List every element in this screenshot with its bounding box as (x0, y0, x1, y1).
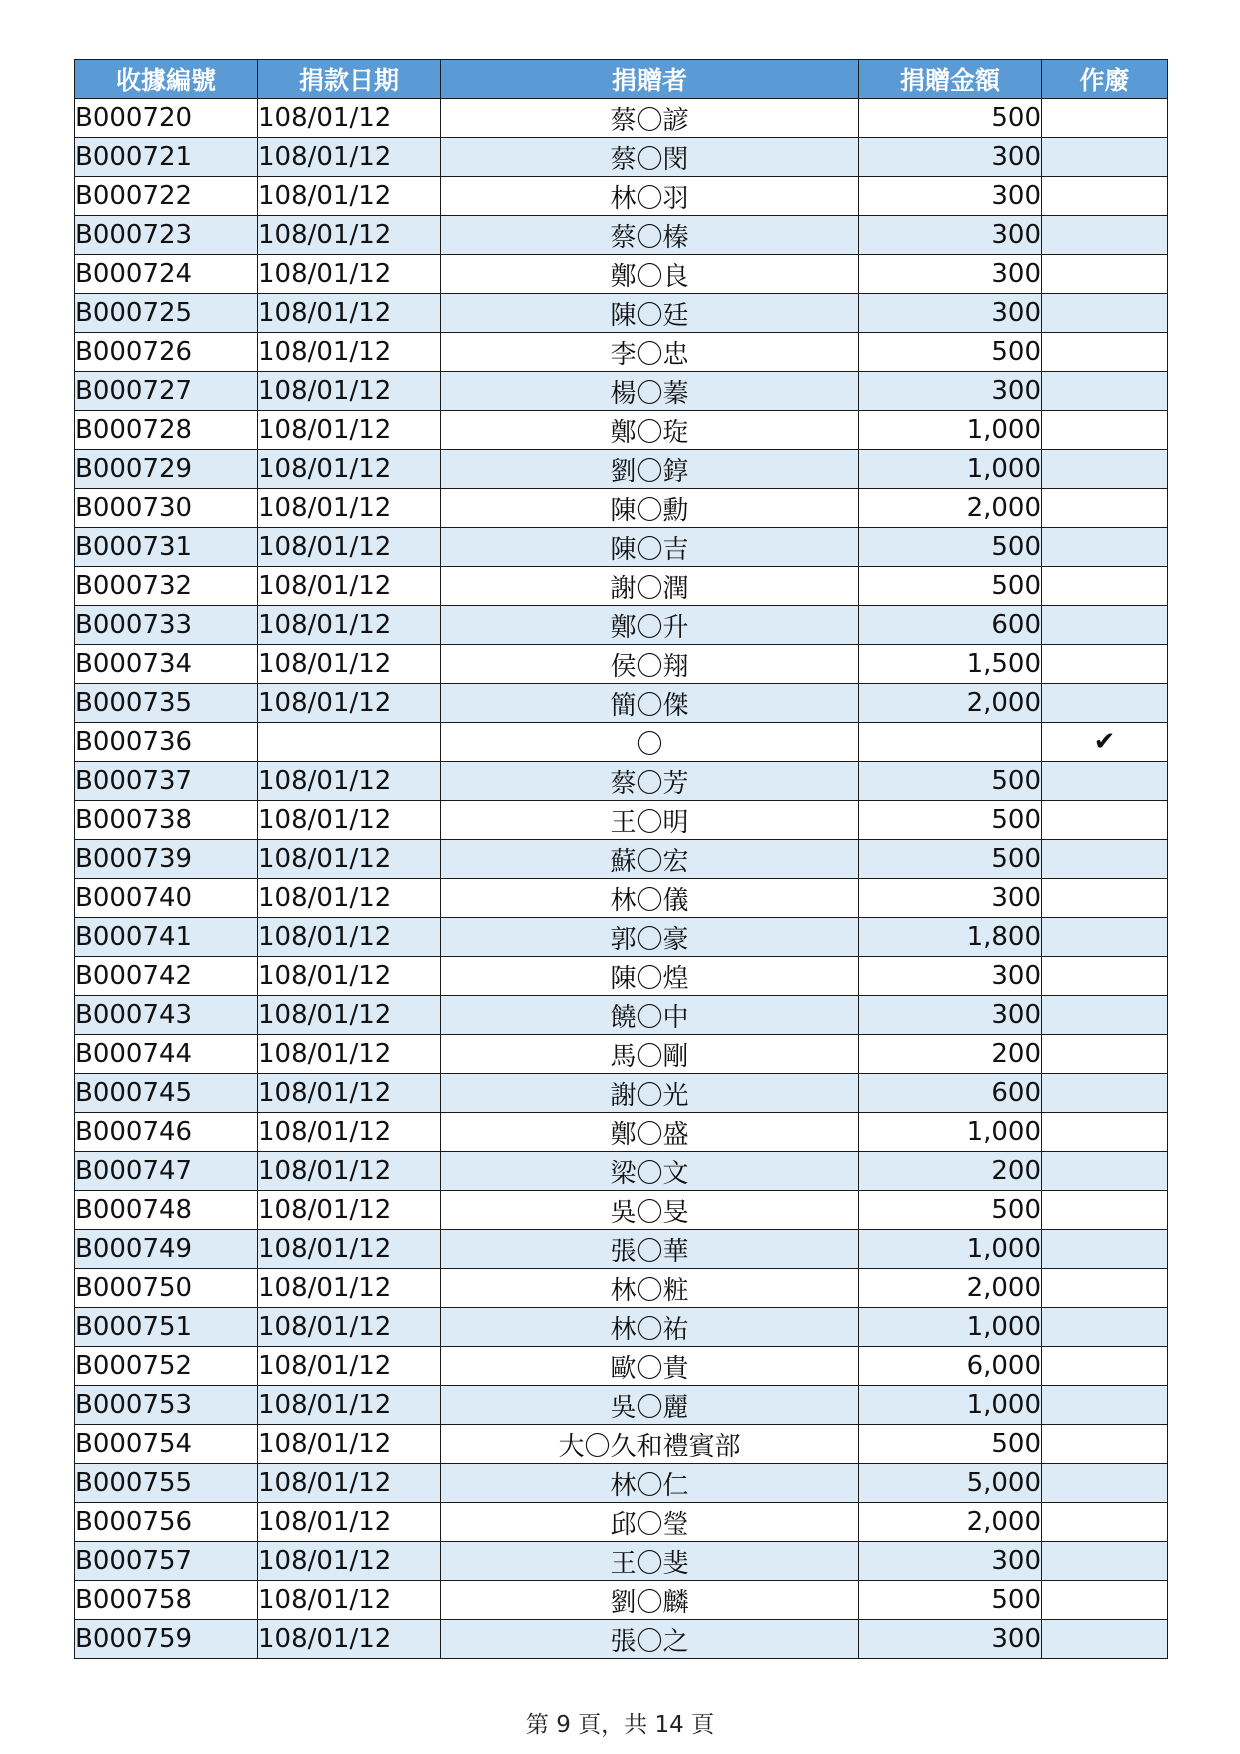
amount-cell: 500 (859, 567, 1042, 606)
amount-cell: 2,000 (859, 1503, 1042, 1542)
void-mark-cell (1042, 372, 1168, 411)
receipt-number-cell: B000748 (75, 1191, 258, 1230)
receipt-number-cell: B000749 (75, 1230, 258, 1269)
donation-date-cell: 108/01/12 (258, 1347, 441, 1386)
receipt-number-cell: B000741 (75, 918, 258, 957)
receipt-number-cell: B000745 (75, 1074, 258, 1113)
donor-name-cell: 張〇華 (441, 1230, 859, 1269)
amount-cell: 2,000 (859, 684, 1042, 723)
receipt-number-cell: B000734 (75, 645, 258, 684)
donation-date-cell: 108/01/12 (258, 1464, 441, 1503)
table-row (75, 606, 1168, 645)
page-number-footer: 第 9 頁，共 14 頁 (525, 1712, 715, 1738)
amount-cell: 500 (859, 762, 1042, 801)
donor-name-cell: 陳〇煌 (441, 957, 859, 996)
donor-name-cell: 謝〇光 (441, 1074, 859, 1113)
donor-name-cell: 鄭〇良 (441, 255, 859, 294)
donor-name-cell: 蔡〇諺 (441, 99, 859, 138)
table-row (75, 762, 1168, 801)
donor-name-cell: 蔡〇榛 (441, 216, 859, 255)
table-row (75, 723, 1168, 762)
donation-date-cell: 108/01/12 (258, 1113, 441, 1152)
donor-name-cell: 鄭〇升 (441, 606, 859, 645)
donor-name-cell: 林〇祐 (441, 1308, 859, 1347)
donation-date-cell: 108/01/12 (258, 528, 441, 567)
table-row (75, 567, 1168, 606)
amount-cell: 600 (859, 606, 1042, 645)
receipt-number-cell: B000724 (75, 255, 258, 294)
table-row (75, 1503, 1168, 1542)
donor-name-cell: 鄭〇琁 (441, 411, 859, 450)
void-mark-cell (1042, 1581, 1168, 1620)
amount-cell: 1,000 (859, 411, 1042, 450)
donor-name-cell: 謝〇潤 (441, 567, 859, 606)
receipt-number-cell: B000740 (75, 879, 258, 918)
donor-name-cell: 〇 (441, 723, 859, 762)
donation-date-cell: 108/01/12 (258, 567, 441, 606)
receipt-number-cell: B000722 (75, 177, 258, 216)
amount-cell: 2,000 (859, 489, 1042, 528)
receipt-number-cell: B000750 (75, 1269, 258, 1308)
receipt-number-cell: B000728 (75, 411, 258, 450)
amount-cell: 1,000 (859, 1113, 1042, 1152)
donor-name-cell: 陳〇廷 (441, 294, 859, 333)
donation-date-cell: 108/01/12 (258, 294, 441, 333)
donation-date-cell: 108/01/12 (258, 216, 441, 255)
donation-date-cell: 108/01/12 (258, 840, 441, 879)
table-row (75, 1308, 1168, 1347)
donor-name-cell: 歐〇貴 (441, 1347, 859, 1386)
table-row (75, 1113, 1168, 1152)
table-row (75, 1074, 1168, 1113)
void-mark-cell (1042, 1152, 1168, 1191)
donor-name-cell: 林〇仁 (441, 1464, 859, 1503)
receipt-number-cell: B000729 (75, 450, 258, 489)
donor-name-cell: 劉〇麟 (441, 1581, 859, 1620)
void-mark-cell (1042, 1308, 1168, 1347)
donation-date-cell: 108/01/12 (258, 99, 441, 138)
table-row (75, 801, 1168, 840)
table-row (75, 1386, 1168, 1425)
donation-date-cell: 108/01/12 (258, 606, 441, 645)
header-receipt-number: 收據編號 (75, 60, 258, 99)
donation-date-cell: 108/01/12 (258, 801, 441, 840)
table-row (75, 411, 1168, 450)
donation-ledger-table (74, 59, 1168, 1659)
amount-cell: 300 (859, 138, 1042, 177)
table-row (75, 1581, 1168, 1620)
donation-date-cell: 108/01/12 (258, 1620, 441, 1659)
amount-cell: 1,800 (859, 918, 1042, 957)
amount-cell: 300 (859, 1542, 1042, 1581)
receipt-number-cell: B000742 (75, 957, 258, 996)
amount-cell: 1,000 (859, 1308, 1042, 1347)
void-mark-cell (1042, 606, 1168, 645)
receipt-number-cell: B000720 (75, 99, 258, 138)
table-row (75, 918, 1168, 957)
receipt-number-cell: B000737 (75, 762, 258, 801)
donor-name-cell: 張〇之 (441, 1620, 859, 1659)
receipt-number-cell: B000723 (75, 216, 258, 255)
void-mark-cell (1042, 957, 1168, 996)
amount-cell: 200 (859, 1152, 1042, 1191)
table-row (75, 1152, 1168, 1191)
receipt-number-cell: B000743 (75, 996, 258, 1035)
donation-date-cell: 108/01/12 (258, 1386, 441, 1425)
donation-date-cell: 108/01/12 (258, 762, 441, 801)
table-row (75, 1542, 1168, 1581)
donor-name-cell: 王〇斐 (441, 1542, 859, 1581)
donor-name-cell: 林〇粧 (441, 1269, 859, 1308)
table-row (75, 1230, 1168, 1269)
donation-date-cell: 108/01/12 (258, 1542, 441, 1581)
receipt-number-cell: B000731 (75, 528, 258, 567)
table-row (75, 1464, 1168, 1503)
donor-name-cell: 鄭〇盛 (441, 1113, 859, 1152)
donation-date-cell: 108/01/12 (258, 177, 441, 216)
void-mark-cell (1042, 450, 1168, 489)
donor-name-cell: 蔡〇閔 (441, 138, 859, 177)
header-amount: 捐贈金額 (859, 60, 1042, 99)
void-mark-cell (1042, 177, 1168, 216)
receipt-number-cell: B000721 (75, 138, 258, 177)
donation-date-cell: 108/01/12 (258, 411, 441, 450)
donation-date-cell: 108/01/12 (258, 1308, 441, 1347)
receipt-number-cell: B000755 (75, 1464, 258, 1503)
donor-name-cell: 王〇明 (441, 801, 859, 840)
void-mark-cell (1042, 216, 1168, 255)
void-mark-cell (1042, 1542, 1168, 1581)
amount-cell: 300 (859, 996, 1042, 1035)
receipt-number-cell: B000733 (75, 606, 258, 645)
receipt-number-cell: B000735 (75, 684, 258, 723)
amount-cell: 200 (859, 1035, 1042, 1074)
amount-cell: 300 (859, 294, 1042, 333)
donor-name-cell: 劉〇錞 (441, 450, 859, 489)
receipt-number-cell: B000744 (75, 1035, 258, 1074)
amount-cell: 1,500 (859, 645, 1042, 684)
void-mark-cell (1042, 255, 1168, 294)
amount-cell (859, 723, 1042, 762)
table-header-row (75, 60, 1168, 99)
donor-name-cell: 大〇久和禮賓部 (441, 1425, 859, 1464)
void-mark-cell (1042, 333, 1168, 372)
table-row (75, 294, 1168, 333)
void-mark-cell (1042, 489, 1168, 528)
amount-cell: 500 (859, 528, 1042, 567)
receipt-number-cell: B000747 (75, 1152, 258, 1191)
donor-name-cell: 饒〇中 (441, 996, 859, 1035)
void-mark-cell (1042, 762, 1168, 801)
void-check-icon: ✔ (1042, 723, 1168, 762)
receipt-number-cell: B000758 (75, 1581, 258, 1620)
header-void: 作廢 (1042, 60, 1168, 99)
void-mark-cell (1042, 1503, 1168, 1542)
amount-cell: 500 (859, 1581, 1042, 1620)
receipt-number-cell: B000736 (75, 723, 258, 762)
donor-name-cell: 簡〇傑 (441, 684, 859, 723)
amount-cell: 500 (859, 333, 1042, 372)
table-row (75, 840, 1168, 879)
void-mark-cell (1042, 1347, 1168, 1386)
table-row (75, 1620, 1168, 1659)
amount-cell: 500 (859, 840, 1042, 879)
amount-cell: 500 (859, 801, 1042, 840)
amount-cell: 500 (859, 99, 1042, 138)
donor-name-cell: 郭〇豪 (441, 918, 859, 957)
table-row (75, 450, 1168, 489)
donation-date-cell: 108/01/12 (258, 957, 441, 996)
void-mark-cell (1042, 1464, 1168, 1503)
table-row (75, 255, 1168, 294)
table-row (75, 1425, 1168, 1464)
receipt-number-cell: B000726 (75, 333, 258, 372)
void-mark-cell (1042, 996, 1168, 1035)
receipt-number-cell: B000738 (75, 801, 258, 840)
void-mark-cell (1042, 879, 1168, 918)
donation-date-cell: 108/01/12 (258, 489, 441, 528)
donation-date-cell: 108/01/12 (258, 1503, 441, 1542)
amount-cell: 1,000 (859, 1230, 1042, 1269)
void-mark-cell (1042, 918, 1168, 957)
void-mark-cell (1042, 99, 1168, 138)
donation-date-cell: 108/01/12 (258, 879, 441, 918)
void-mark-cell (1042, 138, 1168, 177)
donation-date-cell: 108/01/12 (258, 684, 441, 723)
void-mark-cell (1042, 294, 1168, 333)
table-row (75, 489, 1168, 528)
donor-name-cell: 馬〇剛 (441, 1035, 859, 1074)
receipt-number-cell: B000754 (75, 1425, 258, 1464)
donation-date-cell: 108/01/12 (258, 138, 441, 177)
donation-date-cell: 108/01/12 (258, 1152, 441, 1191)
donation-date-cell: 108/01/12 (258, 255, 441, 294)
table-row (75, 138, 1168, 177)
amount-cell: 5,000 (859, 1464, 1042, 1503)
amount-cell: 300 (859, 177, 1042, 216)
receipt-number-cell: B000753 (75, 1386, 258, 1425)
amount-cell: 500 (859, 1191, 1042, 1230)
void-mark-cell (1042, 1386, 1168, 1425)
receipt-number-cell: B000751 (75, 1308, 258, 1347)
receipt-number-cell: B000730 (75, 489, 258, 528)
header-donor: 捐贈者 (441, 60, 859, 99)
amount-cell: 600 (859, 1074, 1042, 1113)
donor-name-cell: 侯〇翔 (441, 645, 859, 684)
amount-cell: 2,000 (859, 1269, 1042, 1308)
void-mark-cell (1042, 1269, 1168, 1308)
donation-date-cell: 108/01/12 (258, 1425, 441, 1464)
void-mark-cell (1042, 411, 1168, 450)
amount-cell: 300 (859, 1620, 1042, 1659)
donation-date-cell: 108/01/12 (258, 372, 441, 411)
void-mark-cell (1042, 1620, 1168, 1659)
amount-cell: 300 (859, 255, 1042, 294)
table-row (75, 1269, 1168, 1308)
receipt-number-cell: B000757 (75, 1542, 258, 1581)
void-mark-cell (1042, 684, 1168, 723)
donation-date-cell: 108/01/12 (258, 1581, 441, 1620)
donor-name-cell: 梁〇文 (441, 1152, 859, 1191)
amount-cell: 300 (859, 216, 1042, 255)
table-body (75, 99, 1168, 1659)
amount-cell: 300 (859, 372, 1042, 411)
donation-date-cell (258, 723, 441, 762)
header-donation-date: 捐款日期 (258, 60, 441, 99)
donation-date-cell: 108/01/12 (258, 1191, 441, 1230)
donor-name-cell: 吳〇旻 (441, 1191, 859, 1230)
table-row (75, 372, 1168, 411)
void-mark-cell (1042, 840, 1168, 879)
table-row (75, 684, 1168, 723)
table-row (75, 528, 1168, 567)
amount-cell: 1,000 (859, 450, 1042, 489)
void-mark-cell (1042, 1230, 1168, 1269)
receipt-number-cell: B000725 (75, 294, 258, 333)
void-mark-cell (1042, 1191, 1168, 1230)
receipt-number-cell: B000752 (75, 1347, 258, 1386)
receipt-number-cell: B000732 (75, 567, 258, 606)
void-mark-cell (1042, 1074, 1168, 1113)
donation-date-cell: 108/01/12 (258, 645, 441, 684)
donation-date-cell: 108/01/12 (258, 333, 441, 372)
void-mark-cell (1042, 528, 1168, 567)
void-mark-cell (1042, 567, 1168, 606)
table-row (75, 216, 1168, 255)
receipt-number-cell: B000746 (75, 1113, 258, 1152)
donation-date-cell: 108/01/12 (258, 918, 441, 957)
donation-date-cell: 108/01/12 (258, 1230, 441, 1269)
receipt-number-cell: B000756 (75, 1503, 258, 1542)
table-row (75, 1191, 1168, 1230)
donor-name-cell: 楊〇蓁 (441, 372, 859, 411)
receipt-number-cell: B000727 (75, 372, 258, 411)
donor-name-cell: 李〇忠 (441, 333, 859, 372)
amount-cell: 500 (859, 1425, 1042, 1464)
donation-date-cell: 108/01/12 (258, 1074, 441, 1113)
donation-date-cell: 108/01/12 (258, 450, 441, 489)
void-mark-cell (1042, 1035, 1168, 1074)
receipt-number-cell: B000759 (75, 1620, 258, 1659)
amount-cell: 1,000 (859, 1386, 1042, 1425)
table-row (75, 99, 1168, 138)
table-row (75, 1035, 1168, 1074)
donor-name-cell: 陳〇勳 (441, 489, 859, 528)
table-row (75, 957, 1168, 996)
donation-date-cell: 108/01/12 (258, 1035, 441, 1074)
table-row (75, 996, 1168, 1035)
table-row (75, 333, 1168, 372)
donor-name-cell: 林〇儀 (441, 879, 859, 918)
void-mark-cell (1042, 801, 1168, 840)
donor-name-cell: 蘇〇宏 (441, 840, 859, 879)
donor-name-cell: 林〇羽 (441, 177, 859, 216)
void-mark-cell (1042, 1425, 1168, 1464)
table-row (75, 1347, 1168, 1386)
void-mark-cell (1042, 645, 1168, 684)
table-row (75, 177, 1168, 216)
void-mark-cell (1042, 1113, 1168, 1152)
donor-name-cell: 邱〇瑩 (441, 1503, 859, 1542)
table-row (75, 879, 1168, 918)
donor-name-cell: 吳〇麗 (441, 1386, 859, 1425)
donation-date-cell: 108/01/12 (258, 1269, 441, 1308)
donor-name-cell: 陳〇吉 (441, 528, 859, 567)
table-row (75, 645, 1168, 684)
amount-cell: 300 (859, 957, 1042, 996)
donation-date-cell: 108/01/12 (258, 996, 441, 1035)
amount-cell: 300 (859, 879, 1042, 918)
amount-cell: 6,000 (859, 1347, 1042, 1386)
donor-name-cell: 蔡〇芳 (441, 762, 859, 801)
receipt-number-cell: B000739 (75, 840, 258, 879)
